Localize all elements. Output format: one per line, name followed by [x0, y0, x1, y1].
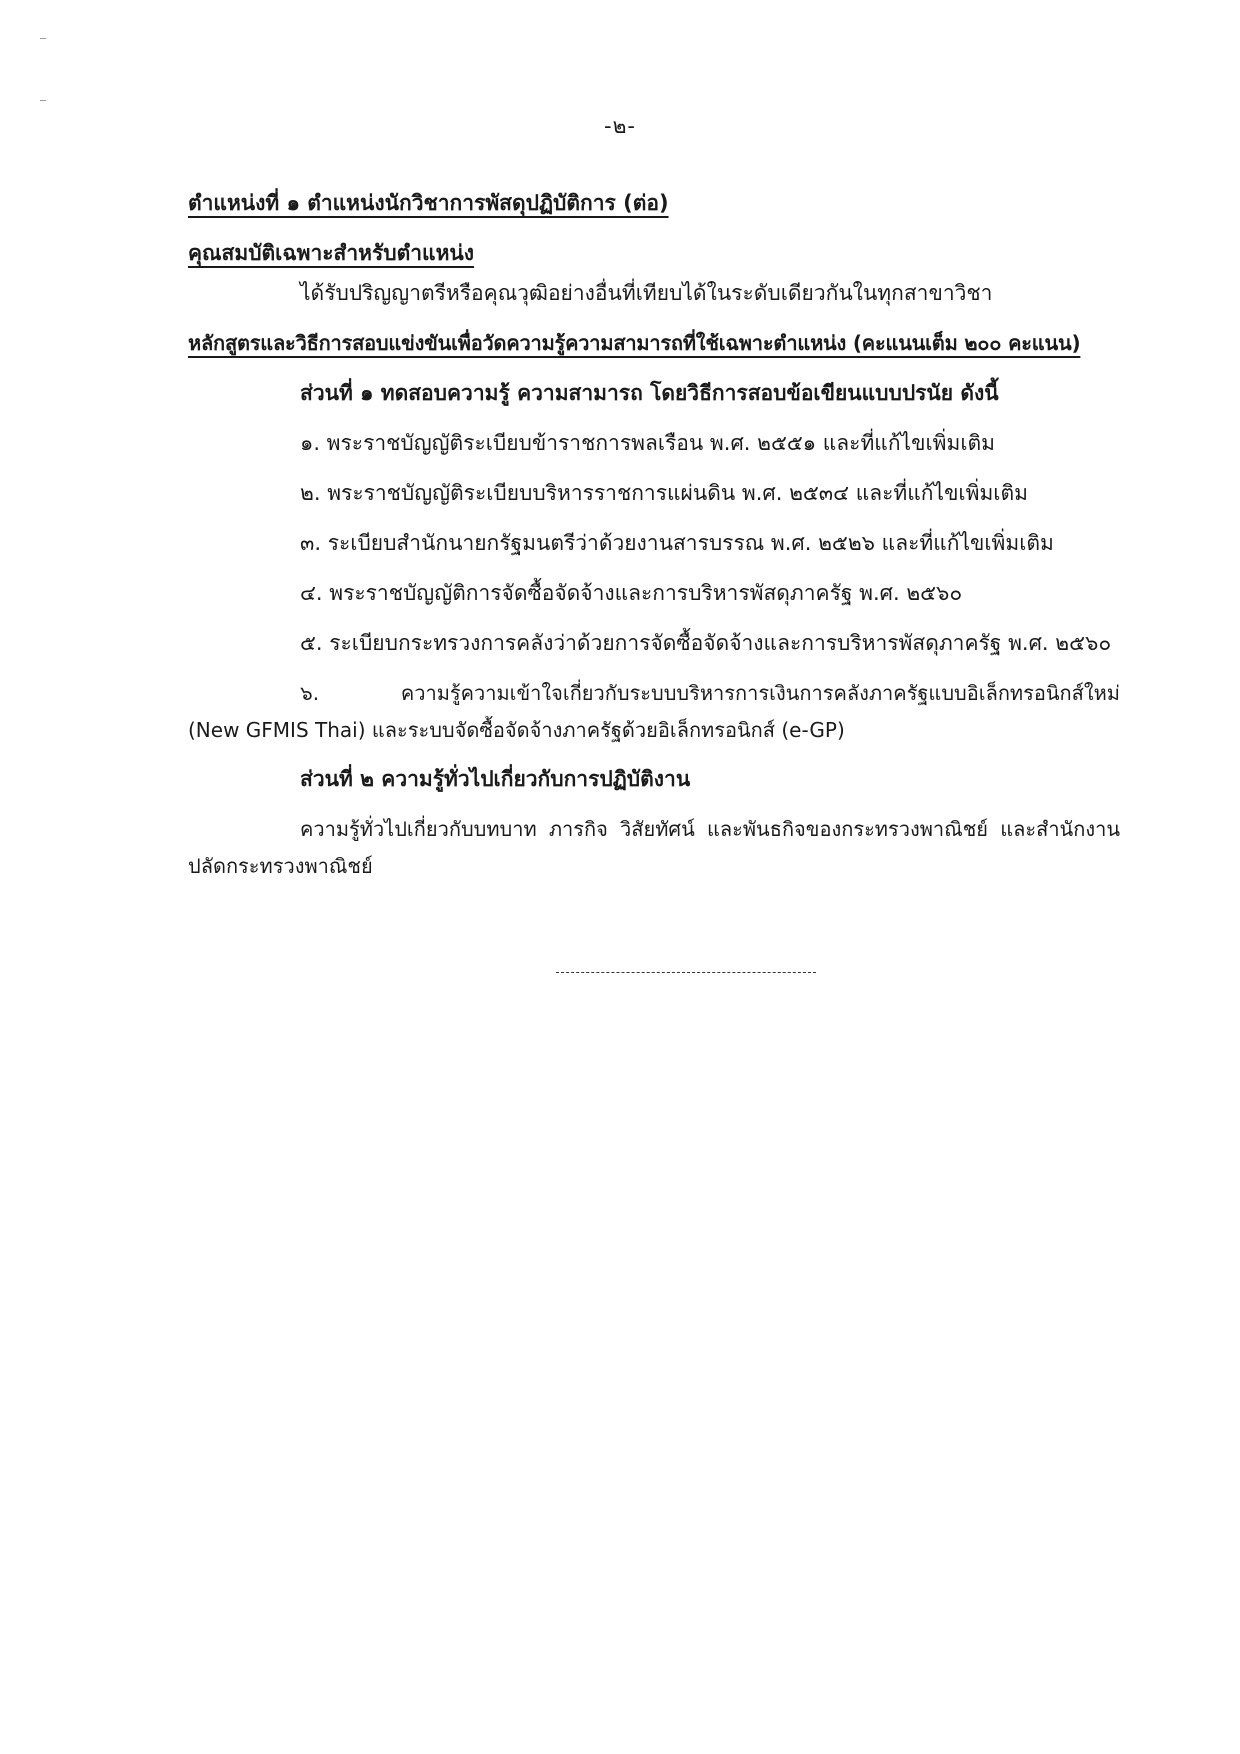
- part1-item: ๑. พระราชบัญญัติระเบียบข้าราชการพลเรือน พ.ศ. ๒๕๕๑ และที่แก้ไขเพิ่มเติม: [300, 431, 995, 455]
- part1-heading: ส่วนที่ ๑ ทดสอบความรู้ ความสามารถ โดยวิธีการสอบข้อเขียนแบบปรนัย ดังนี้: [300, 381, 999, 405]
- scan-speck: [40, 38, 46, 39]
- qualification-heading: คุณสมบัติเฉพาะสำหรับตำแหน่ง: [188, 241, 475, 265]
- end-dashed-rule: [556, 972, 816, 973]
- scan-speck: [40, 100, 46, 101]
- part1-item-6-continued: (New GFMIS Thai) และระบบจัดซื้อจัดจ้างภาครัฐด้วยอิเล็กทรอนิกส์ (e-GP): [188, 718, 845, 742]
- part1-item: ๕. ระเบียบกระทรวงการคลังว่าด้วยการจัดซื้อจัดจ้างและการบริหารพัสดุภาครัฐ พ.ศ. ๒๕๖๐: [300, 631, 1112, 655]
- part2-heading: ส่วนที่ ๒ ความรู้ทั่วไปเกี่ยวกับการปฏิบัติงาน: [300, 767, 691, 791]
- part1-item: ๒. พระราชบัญญัติระเบียบบริหารราชการแผ่นดิน พ.ศ. ๒๕๓๔ และที่แก้ไขเพิ่มเติม: [300, 481, 1028, 505]
- part1-item-6: ๖. ความรู้ความเข้าใจเกี่ยวกับระบบบริหารการเงินการคลังภาครัฐแบบอิเล็กทรอนิกส์ใหม่: [300, 681, 1120, 705]
- page-number: -๒-: [604, 114, 636, 138]
- part2-text: ความรู้ทั่วไปเกี่ยวกับบทบาท ภารกิจ วิสัยทัศน์ และพันธกิจของกระทรวงพาณิชย์ และสำนักงาน: [300, 817, 1120, 841]
- part2-text-continued: ปลัดกระทรวงพาณิชย์: [188, 854, 373, 878]
- position-title: ตำแหน่งที่ ๑ ตำแหน่งนักวิชาการพัสดุปฏิบัติการ (ต่อ): [188, 191, 669, 215]
- part1-item: ๔. พระราชบัญญัติการจัดซื้อจัดจ้างและการบริหารพัสดุภาครัฐ พ.ศ. ๒๕๖๐: [300, 581, 963, 605]
- curriculum-heading: หลักสูตรและวิธีการสอบแข่งขันเพื่อวัดความรู้ความสามารถที่ใช้เฉพาะตำแหน่ง (คะแนนเต็ม ๒๐๐ คะแนน): [188, 331, 1081, 355]
- part1-item: ๓. ระเบียบสำนักนายกรัฐมนตรีว่าด้วยงานสารบรรณ พ.ศ. ๒๕๒๖ และที่แก้ไขเพิ่มเติม: [300, 531, 1054, 555]
- qualification-text: ได้รับปริญญาตรีหรือคุณวุฒิอย่างอื่นที่เทียบได้ในระดับเดียวกันในทุกสาขาวิชา: [300, 281, 993, 305]
